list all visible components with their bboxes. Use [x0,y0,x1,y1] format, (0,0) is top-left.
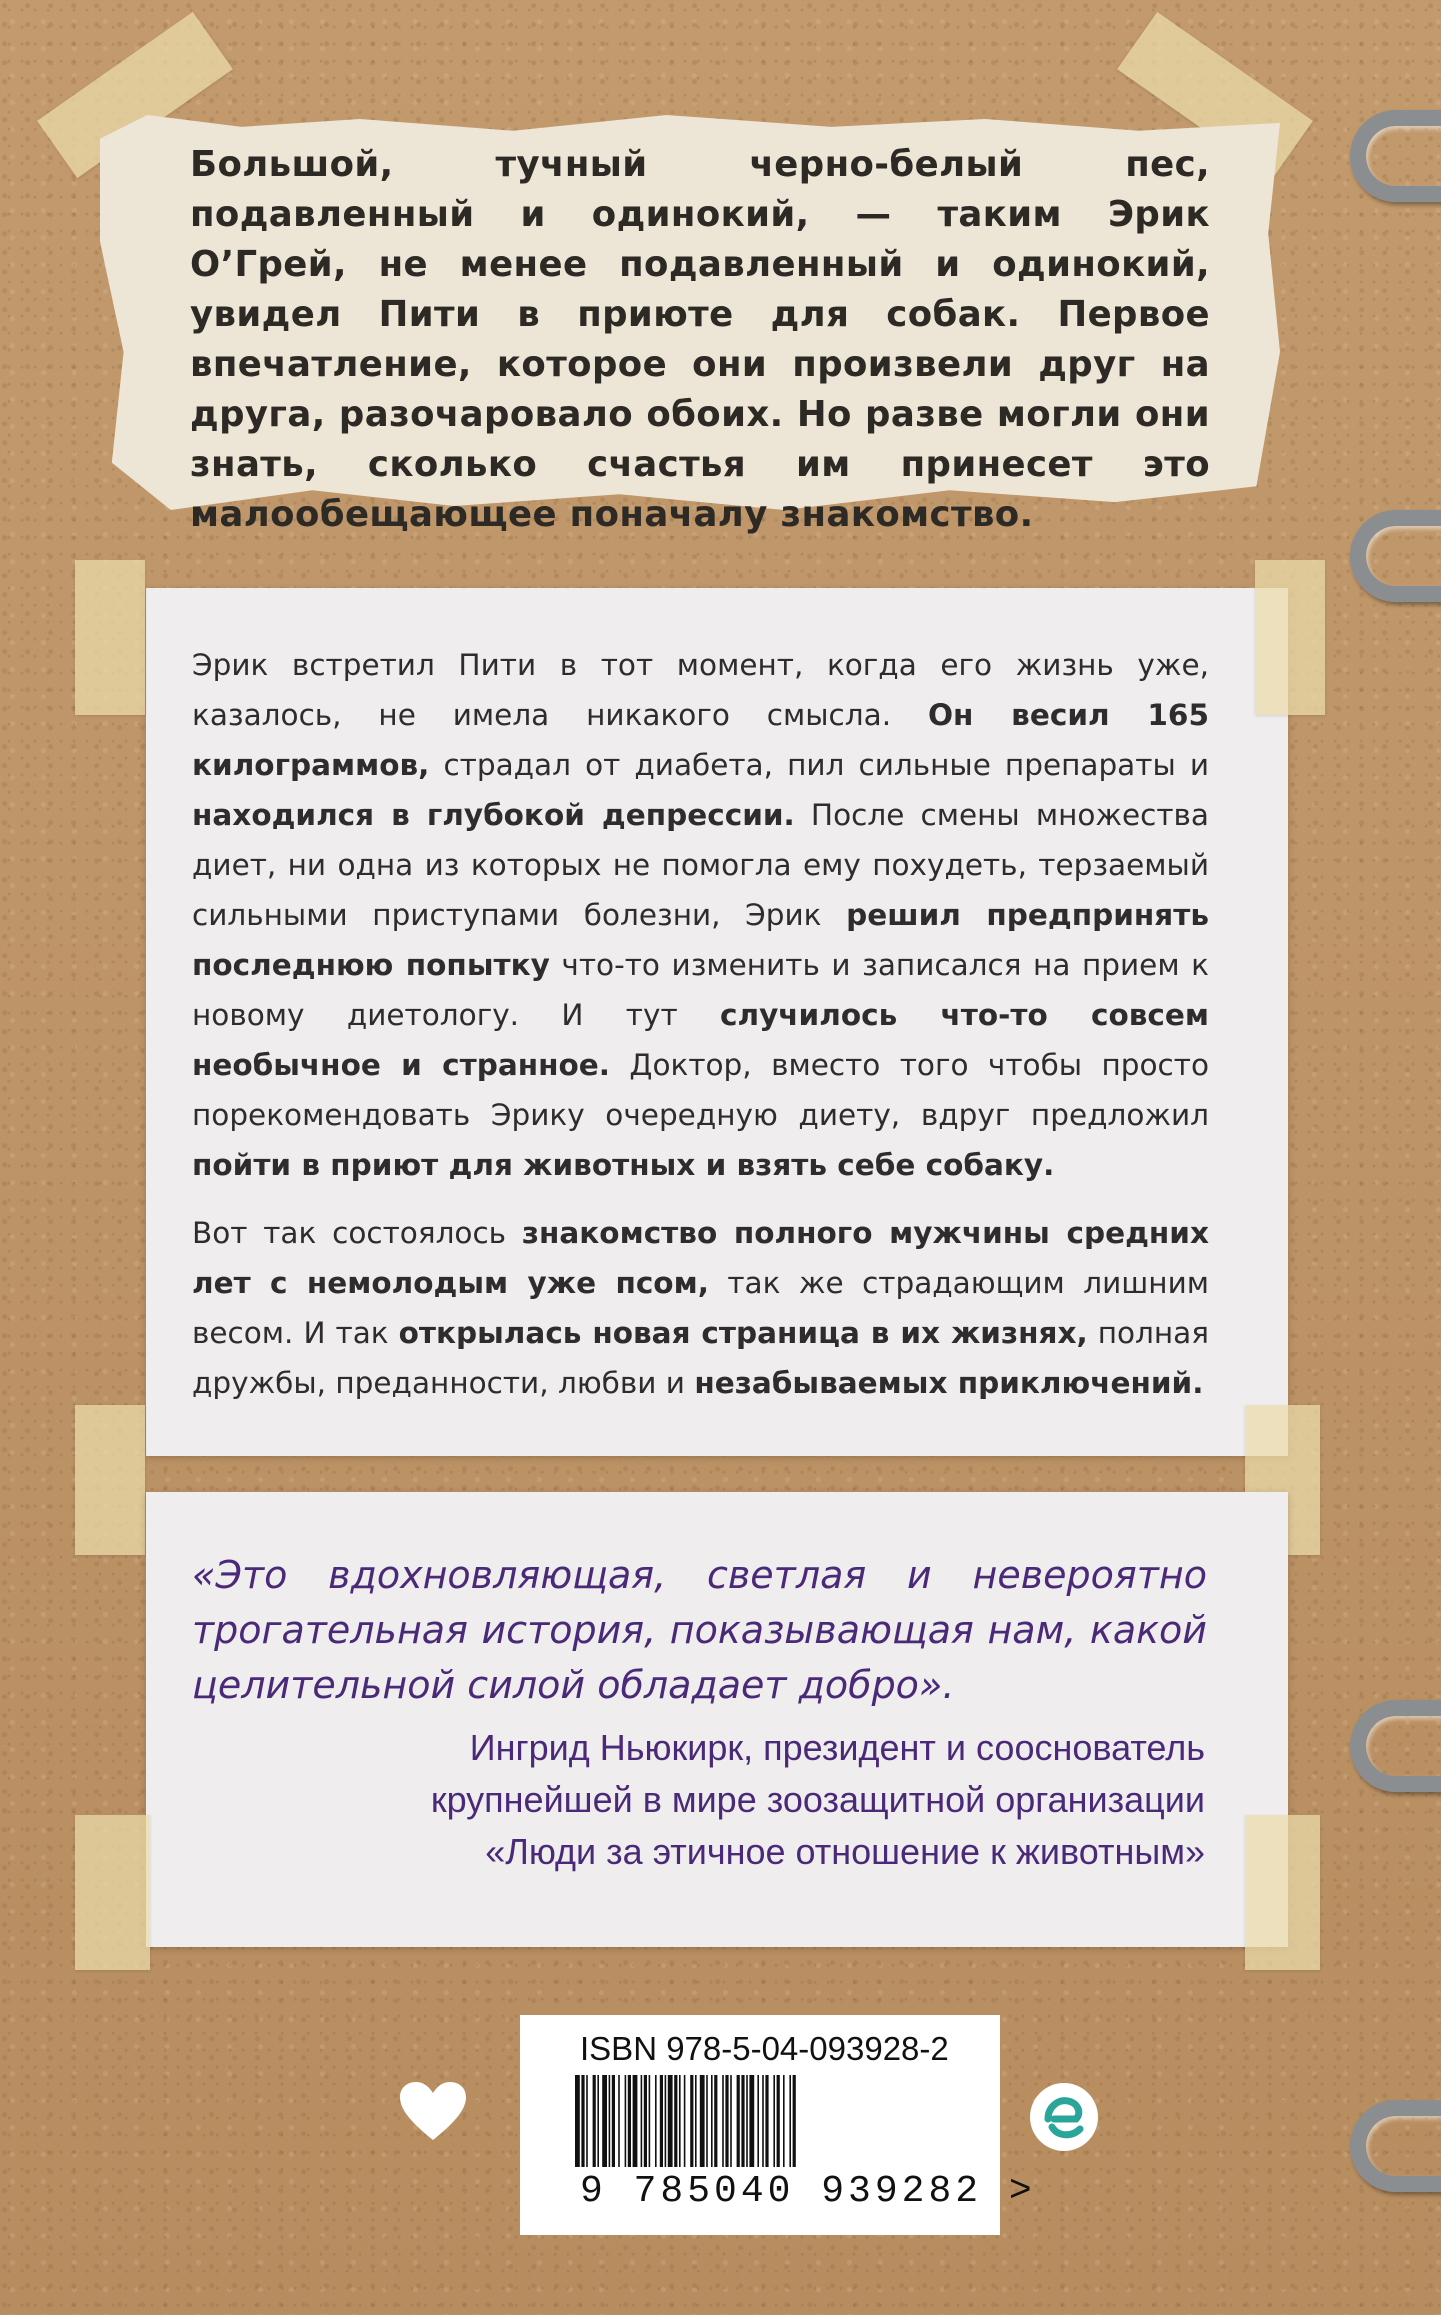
attribution-line-2: крупнейшей в мире зоозащитной организации [430,1779,1205,1820]
binder-ring-icon [1350,110,1441,202]
binder-ring-icon [1350,1700,1441,1792]
barcode-bar [597,2075,599,2167]
barcode-bar [757,2075,759,2167]
barcode-digits: 9 785040 939282 > [580,2170,1036,2213]
barcode-bar [674,2075,677,2167]
barcode-bar [690,2075,693,2167]
quote-text: «Это вдохновляющая, светлая и невероятно трогательная история, показывающая нам, какой целительной силой обладает добро». [192,1553,1207,1707]
heart-icon [398,2080,468,2142]
barcode-bar [746,2075,748,2167]
barcode-bar [575,2075,580,2167]
barcode-bar [668,2075,673,2167]
story-paragraph-2: Вот так состоялось знакомство полного мужчины средних лет с немолодым уже псом, так же страдающим лишним весом. И так открылась новая страница в их жизнях, полная дружбы, преданности, любви и незабываемых приключений. [192,1216,1210,1400]
barcode-bar [593,2075,596,2167]
barcode-bar [714,2075,717,2167]
barcode-bar [660,2075,663,2167]
barcode-bar [777,2075,780,2167]
barcode-bar [602,2075,607,2167]
barcode-bar [773,2075,775,2167]
barcode-bar [730,2075,732,2167]
story-paragraph-1: Эрик встретил Пити в тот момент, когда его жизнь уже, казалось, не имела никакого смысла. Он весил 165 килограммов, страдал от диабета, пил сильные препараты и находился в глубокой депрессии. После смены множества диет, ни одна из которых не помогла ему похудеть, терзаемый сильными приступами болезни, Эрик решил предпринять последнюю попытку что-то изменить и записался на прием к новому диетологу. И тут случилось что-то совсем необычное и странное. Доктор, вместо того чтобы просто порекомендовать Эрику очередную диету, вдруг предложил пойти в приют для животных и взять себе собаку. [192,648,1210,1182]
tape-quote-bottom-left [75,1815,150,1970]
barcode-bar [722,2075,724,2167]
barcode-bar [581,2075,584,2167]
binder-ring-icon [1350,510,1441,602]
barcode-bar [765,2075,768,2167]
barcode [575,2075,975,2167]
attribution-line-1: Ингрид Ньюкирк, президент и сооснователь [469,1727,1205,1768]
binder-ring-icon [1350,2100,1441,2192]
attribution-line-3: «Люди за этичное отношение к животным» [485,1831,1205,1872]
barcode-bar [700,2075,705,2167]
barcode-bar [609,2075,611,2167]
barcode-bar [741,2075,744,2167]
tape-quote-bottom-right [1245,1815,1320,1970]
tape-card-top-left [75,560,145,715]
tape-card-top-right [1255,560,1325,715]
barcode-bar [684,2075,686,2167]
barcode-bar [655,2075,657,2167]
note-text: Большой, тучный черно-белый пес, подавленный и одинокий, — таким Эрик О’Грей, не менее подавленный и одинокий, увидел Пити в приюте для собак. Первое впечатление, которое они произвели друг на друга, разочаровало обоих. Но разве могли они знать, сколько счастья им принесет это малообещающее поначалу знакомство. [190,144,1210,535]
barcode-bar [725,2075,728,2167]
quote-attribution [305,1722,1205,1878]
barcode-bar [679,2075,681,2167]
barcode-bar [625,2075,627,2167]
barcode-bar [618,2075,620,2167]
tape-card-mid-left [75,1405,145,1555]
barcode-bar [633,2075,638,2167]
barcode-bar [649,2075,651,2167]
barcode-bar [706,2075,708,2167]
barcode-bar [711,2075,713,2167]
barcode-bar [628,2075,631,2167]
barcode-bar [793,2075,796,2167]
barcode-bar [644,2075,647,2167]
barcode-bar [762,2075,764,2167]
barcode-bar [586,2075,588,2167]
barcode-bar [783,2075,785,2167]
barcode-bar [612,2075,615,2167]
barcode-bar [641,2075,643,2167]
barcode-bar [749,2075,754,2167]
barcode-bar [789,2075,791,2167]
barcode-bar [695,2075,697,2167]
isbn-label: ISBN 978-5-04-093928-2 [580,2030,949,2067]
barcode-bar [665,2075,667,2167]
barcode-bar [737,2075,740,2167]
publisher-logo-icon [1030,2083,1098,2151]
